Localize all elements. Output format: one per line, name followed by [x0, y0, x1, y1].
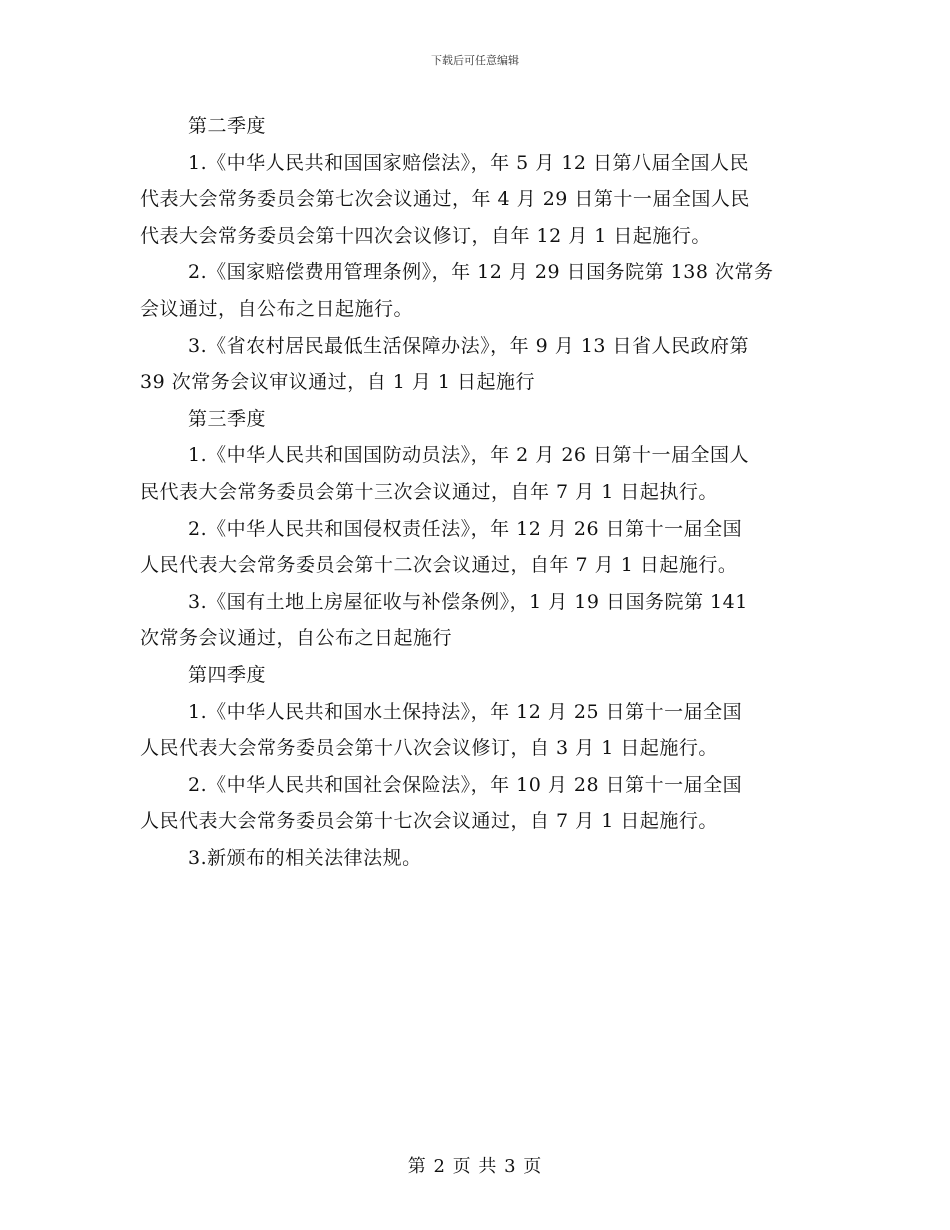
text-line: 1.《中华人民共和国水土保持法》，年 12 月 25 日第十一届全国	[188, 700, 743, 723]
text-line: 3.《国有土地上房屋征收与补偿条例》，1 月 19 日国务院第 141	[188, 590, 748, 613]
document-body	[140, 108, 815, 876]
text-line: 第四季度	[188, 663, 267, 686]
text-line: 2.《中华人民共和国社会保险法》，年 10 月 28 日第十一届全国	[188, 773, 743, 796]
text-line: 1.《中华人民共和国国家赔偿法》，年 5 月 12 日第八届全国人民	[188, 151, 750, 174]
text-line: 1.《中华人民共和国国防动员法》，年 2 月 26 日第十一届全国人	[188, 444, 750, 467]
text-line: 第二季度	[188, 115, 267, 137]
page-footer: 第 2 页 共 3 页	[407, 1156, 543, 1177]
text-line: 2.《中华人民共和国侵权责任法》，年 12 月 26 日第十一届全国	[188, 517, 743, 540]
text-line: 人民代表大会常务委员会第十二次会议通过，自年 7 月 1 日起施行。	[140, 554, 738, 577]
text-line: 民代表大会常务委员会第十三次会议通过，自年 7 月 1 日起执行。	[140, 480, 718, 503]
text-line: 3.新颁布的相关法律法规。	[188, 846, 422, 869]
header-note: 下载后可任意编辑	[431, 54, 519, 67]
text-line: 人民代表大会常务委员会第十八次会议修订，自 3 月 1 日起施行。	[140, 737, 718, 760]
text-line: 第三季度	[188, 407, 267, 430]
text-line: 3.《省农村居民最低生活保障办法》，年 9 月 13 日省人民政府第	[188, 334, 750, 357]
text-line: 代表大会常务委员会第十四次会议修订，自年 12 月 1 日起施行。	[140, 224, 711, 247]
text-line: 代表大会常务委员会第七次会议通过，年 4 月 29 日第十一届全国人民	[140, 188, 750, 211]
text-line: 会议通过，自公布之日起施行。	[140, 297, 414, 320]
text-line: 39 次常务会议审议通过，自 1 月 1 日起施行	[140, 371, 536, 394]
text-line: 次常务会议通过，自公布之日起施行	[140, 627, 453, 650]
text-line: 人民代表大会常务委员会第十七次会议通过，自 7 月 1 日起施行。	[140, 810, 718, 833]
text-line: 2.《国家赔偿费用管理条例》，年 12 月 29 日国务院第 138 次常务	[188, 261, 774, 284]
